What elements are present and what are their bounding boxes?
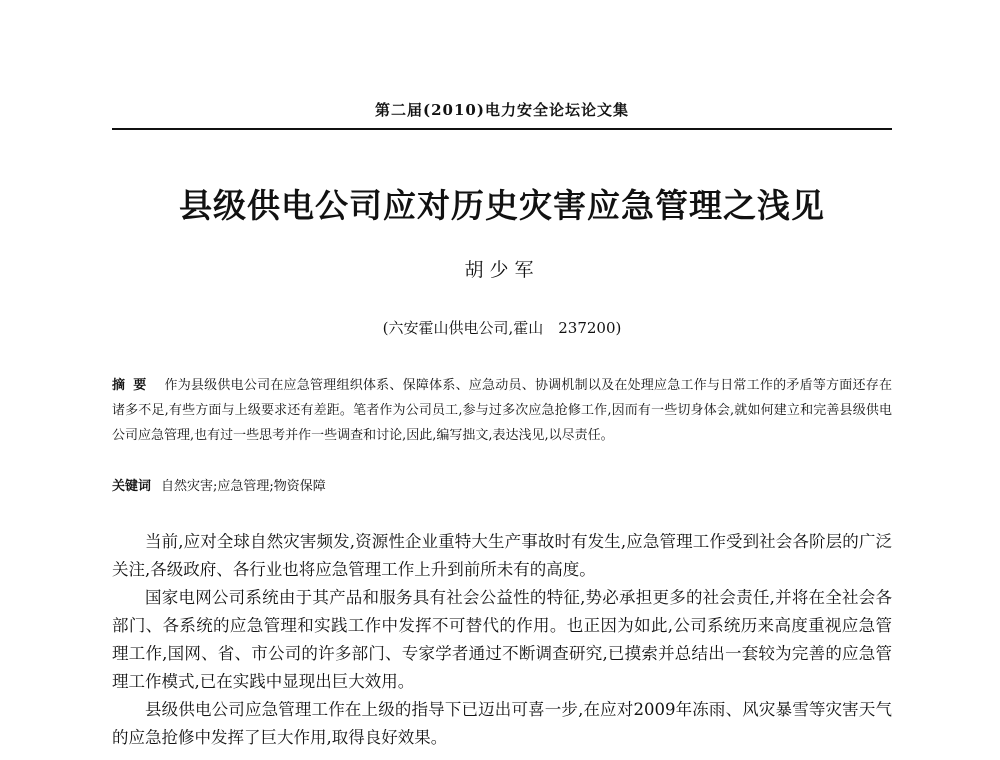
- abstract-label: 摘要: [112, 378, 155, 393]
- paper-title: 县级供电公司应对历史灾害应急管理之浅见: [179, 186, 825, 225]
- keywords-text: 自然灾害;应急管理;物资保障: [161, 479, 326, 494]
- body-text: [112, 528, 892, 752]
- body-paragraph-2: 国家电网公司系统由于其产品和服务具有社会公益性的特征,势必承担更多的社会责任,并将在全社会各部门、各系统的应急管理和实践工作中发挥不可替代的作用。也正因为如此,公司系统历来高度重视应急管理工作,国网、省、市公司的许多部门、专家学者通过不断调查研究,已摸索并总结出一套较为完善的应急管理工作模式,已在实践中显现出巨大效用。: [112, 588, 892, 691]
- running-header: 第二届(2010)电力安全论坛论文集: [375, 101, 629, 119]
- keywords: [112, 474, 892, 499]
- author-affiliation: (六安霍山供电公司,霍山 237200): [382, 319, 622, 337]
- keywords-label: 关键词: [112, 479, 152, 494]
- body-paragraph-1: 当前,应对全球自然灾害频发,资源性企业重特大生产事故时有发生,应急管理工作受到社会各阶层的广泛关注,各级政府、各行业也将应急管理工作上升到前所未有的高度。: [112, 532, 892, 579]
- body-paragraph-3: 县级供电公司应急管理工作在上级的指导下已迈出可喜一步,在应对2009年冻雨、风灾暴雪等灾害天气的应急抢修中发挥了巨大作用,取得良好效果。: [112, 700, 892, 747]
- author-name: 胡少军: [464, 259, 540, 281]
- abstract: [112, 373, 892, 448]
- abstract-text: 作为县级供电公司在应急管理组织体系、保障体系、应急动员、协调机制以及在处理应急工作与日常工作的矛盾等方面还存在诸多不足,有些方面与上级要求还有差距。笔者作为公司员工,参与过多次应急抢修工作,因而有一些切身体会,就如何建立和完善县级供电公司应急管理,也有过一些思考并作一些调查和讨论,因此,编写拙文,表达浅见,以尽责任。: [112, 378, 892, 443]
- header-rule: [112, 128, 892, 130]
